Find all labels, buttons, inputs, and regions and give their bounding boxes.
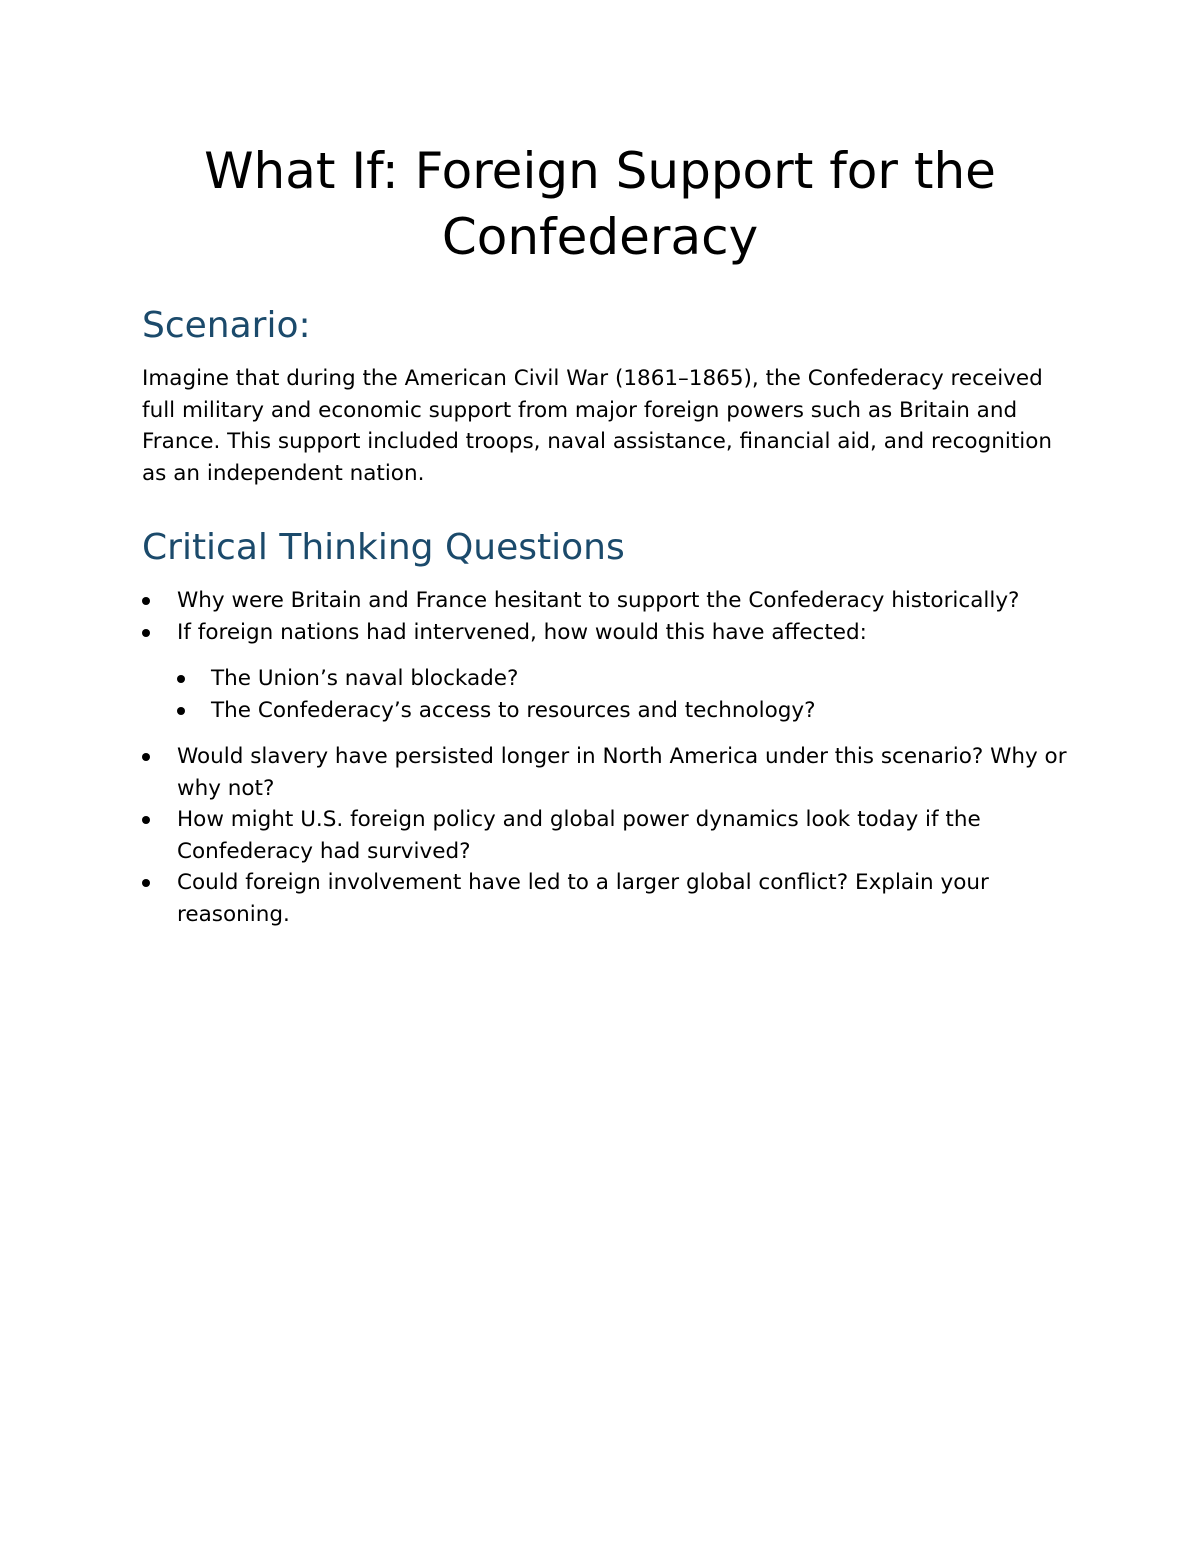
bullet-icon — [142, 597, 150, 605]
list-item — [142, 804, 1082, 867]
sub-question-text: The Union’s naval blockade? — [211, 666, 519, 691]
list-item — [142, 867, 1082, 930]
question-text: If foreign nations had intervened, how would this have affected: — [177, 619, 867, 645]
sub-question-text: The Confederacy’s access to resources and technology? — [211, 697, 816, 723]
question-text: How might U.S. foreign policy and global power dynamics look today if the Confederacy had survived? — [177, 807, 981, 864]
question-text: Why were Britain and France hesitant to support the Confederacy historically? — [177, 588, 1020, 613]
questions-list — [142, 585, 1082, 930]
bullet-icon — [142, 816, 150, 824]
scenario-heading: Scenario: — [142, 305, 311, 346]
document-title: What If: Foreign Support for the Confederacy — [204, 142, 996, 266]
questions-heading: Critical Thinking Questions — [142, 527, 625, 568]
bullet-icon — [142, 629, 150, 637]
list-item — [142, 741, 1082, 804]
list-item — [142, 617, 1082, 727]
bullet-icon — [142, 753, 150, 761]
sub-list-item — [177, 663, 1082, 695]
question-text: Would slavery have persisted longer in North America under this scenario? Why or why not? — [177, 744, 1067, 801]
scenario-paragraph: Imagine that during the American Civil War (1861–1865), the Confederacy received full military and economic support from major foreign powers such as Britain and France. This support included troops, naval assistance, financial aid, and recognition as an independent nation. — [142, 366, 1053, 486]
question-text: Could foreign involvement have led to a larger global conflict? Explain your reasoning. — [177, 870, 989, 927]
bullet-icon — [177, 675, 185, 683]
bullet-icon — [142, 879, 150, 887]
sub-list-item — [177, 695, 1082, 727]
list-item — [142, 585, 1082, 617]
sub-questions-list — [177, 663, 1082, 726]
bullet-icon — [177, 707, 185, 715]
